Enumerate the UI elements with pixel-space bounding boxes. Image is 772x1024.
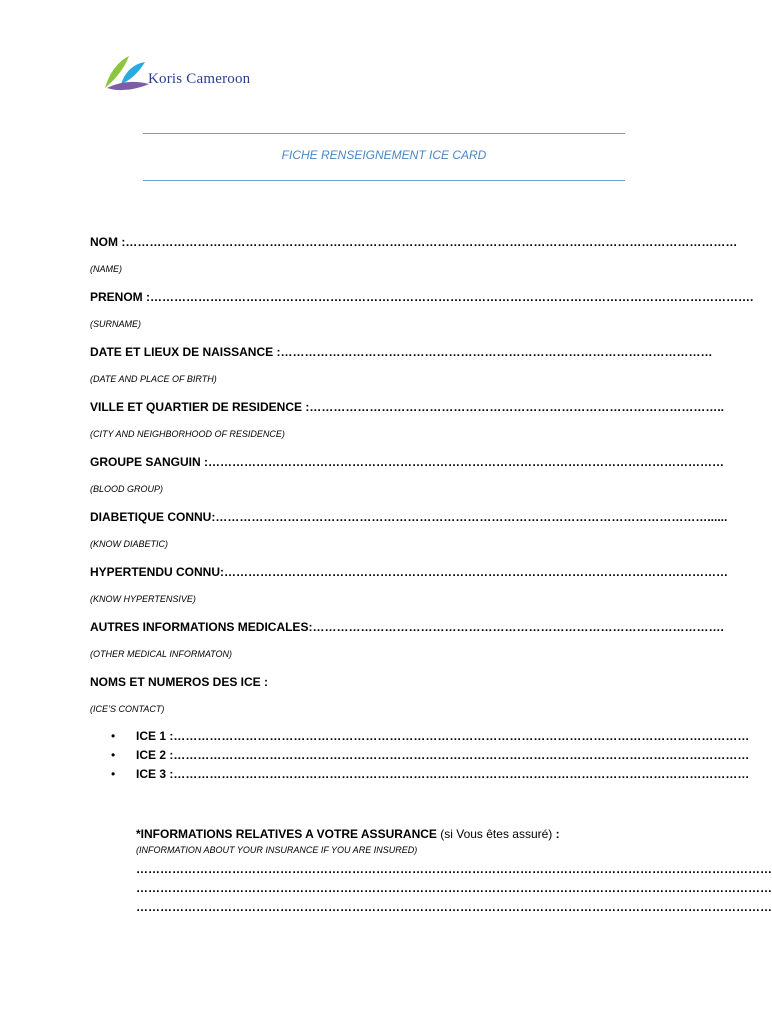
insurance-title-end: : [555, 827, 560, 841]
insurance-title-plain: (si Vous êtes assuré) [436, 827, 556, 841]
insurance-line-3[interactable]: …………………………………………………………………………………………………………………………………………… [136, 900, 772, 914]
field-ville-quartier[interactable]: VILLE ET QUARTIER DE RESIDENCE :………………………………………………………………………………………….. [90, 400, 725, 414]
list-item-ice-2[interactable] [111, 748, 750, 764]
field-noms-numeros-ice-sub: (ICE’S CONTACT) [90, 704, 165, 714]
form-title: FICHE RENSEIGNEMENT ICE CARD [281, 148, 487, 162]
field-ville-quartier-sub: (CITY AND NEIGHBORHOOD OF RESIDENCE) [90, 429, 285, 439]
list-item-ice-3[interactable] [111, 767, 750, 783]
insurance-line-2[interactable]: …………………………………………………………………………………………………………………………………………… [136, 881, 772, 895]
bullet-icon: • [111, 729, 116, 743]
field-prenom[interactable]: PRENOM :……………………………………………………………………………………………………………………………………. [90, 290, 754, 304]
ice-3-field[interactable]: ICE 3 :……………………………………………………………………………………………………………………………… [136, 767, 750, 781]
field-diabetique[interactable]: DIABETIQUE CONNU:……………………………………………………………………………………………………………...... [90, 510, 728, 524]
insurance-subtitle: (INFORMATION ABOUT YOUR INSURANCE IF YOU ARE INSURED) [136, 845, 418, 855]
bullet-icon: • [111, 748, 116, 762]
insurance-title [136, 827, 560, 841]
field-nom[interactable]: NOM :……………………………………………………………………………………………………………………………………… [90, 235, 738, 249]
title-rule-bottom [143, 180, 625, 181]
field-hypertendu[interactable]: HYPERTENDU CONNU:……………………………………………………………………………………………………………… [90, 565, 729, 579]
field-noms-numeros-ice: NOMS ET NUMEROS DES ICE : [90, 675, 269, 689]
insurance-title-bold: *INFORMATIONS RELATIVES A VOTRE ASSURANCE [136, 827, 437, 841]
field-date-lieu-naissance[interactable]: DATE ET LIEUX DE NAISSANCE :……………………………………………………………………………………………… [90, 345, 713, 359]
field-diabetique-sub: (KNOW DIABETIC) [90, 539, 168, 549]
field-autres-infos-sub: (OTHER MEDICAL INFORMATON) [90, 649, 233, 659]
logo-brand-text: Koris Cameroon [148, 71, 251, 87]
field-autres-infos[interactable]: AUTRES INFORMATIONS MEDICALES:…………………………………………………………………………………………. [90, 620, 724, 634]
field-groupe-sanguin-sub: (BLOOD GROUP) [90, 484, 164, 494]
insurance-line-1[interactable]: …………………………………………………………………………………………………………………………………………… [136, 862, 772, 876]
field-nom-sub: (NAME) [90, 264, 122, 274]
bullet-icon: • [111, 767, 116, 781]
list-item-ice-1[interactable] [111, 729, 750, 745]
field-groupe-sanguin[interactable]: GROUPE SANGUIN :………………………………………………………………………………………………………………… [90, 455, 725, 469]
title-rule-top [143, 133, 625, 134]
ice-2-field[interactable]: ICE 2 :……………………………………………………………………………………………………………………………… [136, 748, 750, 762]
company-logo [103, 54, 263, 94]
leaf-logo-icon [103, 54, 151, 94]
field-prenom-sub: (SURNAME) [90, 319, 141, 329]
field-hypertendu-sub: (KNOW HYPERTENSIVE) [90, 594, 196, 604]
ice-1-field[interactable]: ICE 1 :……………………………………………………………………………………………………………………………… [136, 729, 750, 743]
field-date-lieu-naissance-sub: (DATE AND PLACE OF BIRTH) [90, 374, 217, 384]
